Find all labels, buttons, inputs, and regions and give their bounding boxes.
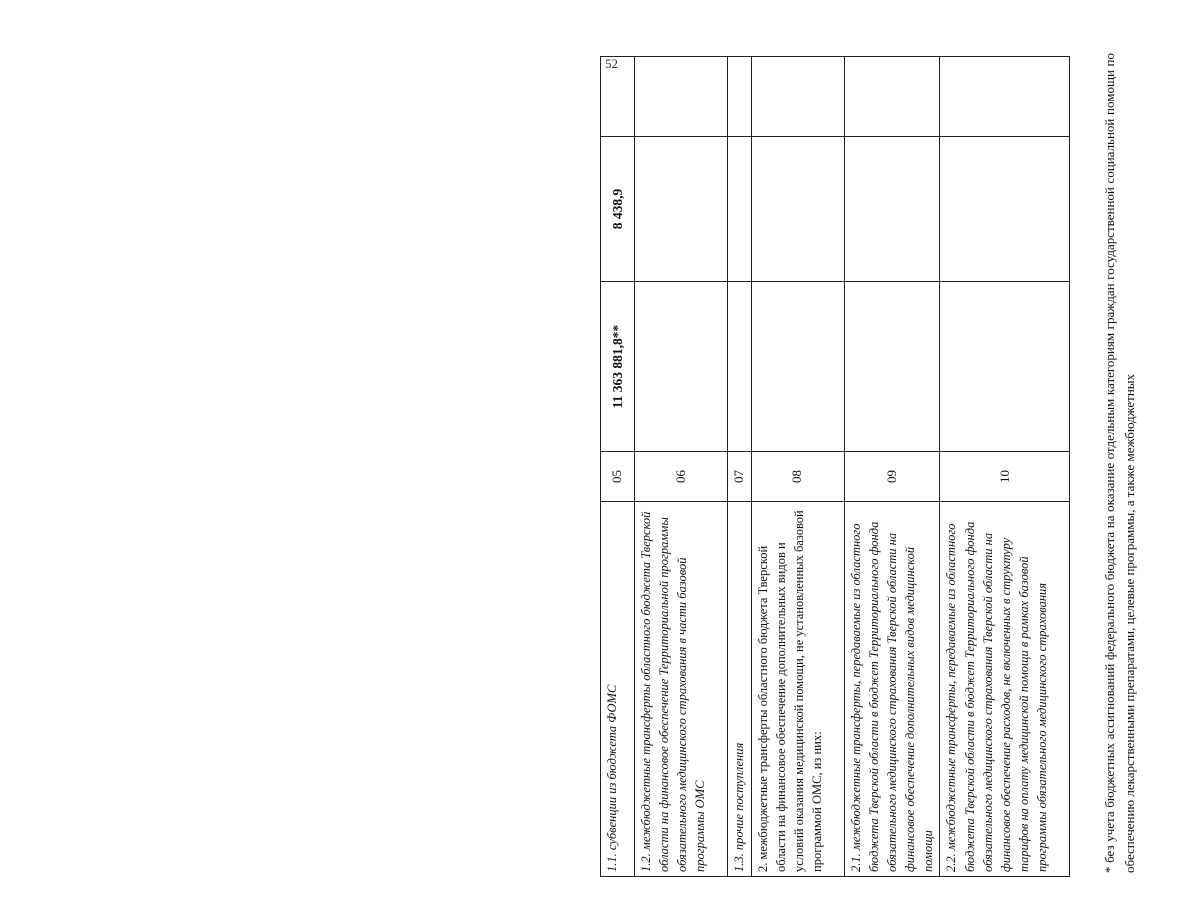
footnote: * без учета бюджетных ассигнований федерального бюджета на оказание отдельным категориям граждан государственной социальной помощи по обеспечению лекарственными препаратами, целевые программы, а также межбюджетных bbox=[1102, 53, 1138, 873]
table-row bbox=[601, 57, 635, 877]
amount-cell bbox=[635, 137, 728, 282]
row-code: 08 bbox=[751, 452, 844, 502]
amount-cell: 11 363 881,8** bbox=[601, 282, 635, 452]
financing-table bbox=[600, 56, 1070, 877]
empty-cell bbox=[940, 57, 1070, 137]
empty-cell bbox=[601, 57, 635, 137]
amount-cell bbox=[940, 282, 1070, 452]
empty-cell bbox=[751, 57, 844, 137]
row-code: 10 bbox=[940, 452, 1070, 502]
amount-cell bbox=[751, 137, 844, 282]
amount-cell bbox=[940, 137, 1070, 282]
row-code: 09 bbox=[844, 452, 940, 502]
row-label: 2.1. межбюджетные трансферты, передаваемые из областного бюджета Тверской области в бюджет Территориального фонда обязательного медицинского страхования Тверской области на финансовое обеспечение дополнительных видов медицинской помощи bbox=[844, 502, 940, 877]
rotated-page bbox=[600, 27, 1180, 877]
row-label: 1.1. субвенции из бюджета ФОМС bbox=[601, 502, 635, 877]
amount-cell bbox=[728, 282, 752, 452]
page-number: 52 bbox=[605, 56, 618, 71]
amount-cell bbox=[844, 137, 940, 282]
row-code: 07 bbox=[728, 452, 752, 502]
amount-cell bbox=[635, 282, 728, 452]
row-label: 1.2. межбюджетные трансферты областного бюджета Тверской области на финансовое обеспечение Территориальной программы обязательного медицинского страхования в части базовой программы ОМС bbox=[635, 502, 728, 877]
empty-cell bbox=[728, 57, 752, 137]
row-label: 2.2. межбюджетные трансферты, передаваемые из областного бюджета Тверской области в бюджет Территориального фонда обязательного медицинского страхования Тверской области на финансовое обеспечение расходов, не включенных в структуру тарифов на оплату медицинской помощи в рамках базовой программы обязательного медицинского страхования bbox=[940, 502, 1070, 877]
row-label: 1.3. прочие поступления bbox=[728, 502, 752, 877]
table-row bbox=[844, 57, 940, 877]
table-row bbox=[940, 57, 1070, 877]
empty-cell bbox=[844, 57, 940, 137]
row-label: 2. межбюджетные трансферты областного бюджета Тверской области на финансовое обеспечение дополнительных видов и условий оказания медицинской помощи, не установленных базовой программой ОМС, из них: bbox=[751, 502, 844, 877]
table-row bbox=[728, 57, 752, 877]
row-code: 05 bbox=[601, 452, 635, 502]
amount-cell bbox=[844, 282, 940, 452]
amount-cell bbox=[728, 137, 752, 282]
row-code: 06 bbox=[635, 452, 728, 502]
amount-cell: 8 438,9 bbox=[601, 137, 635, 282]
table-row bbox=[751, 57, 844, 877]
empty-cell bbox=[635, 57, 728, 137]
table-row bbox=[635, 57, 728, 877]
amount-cell bbox=[751, 282, 844, 452]
